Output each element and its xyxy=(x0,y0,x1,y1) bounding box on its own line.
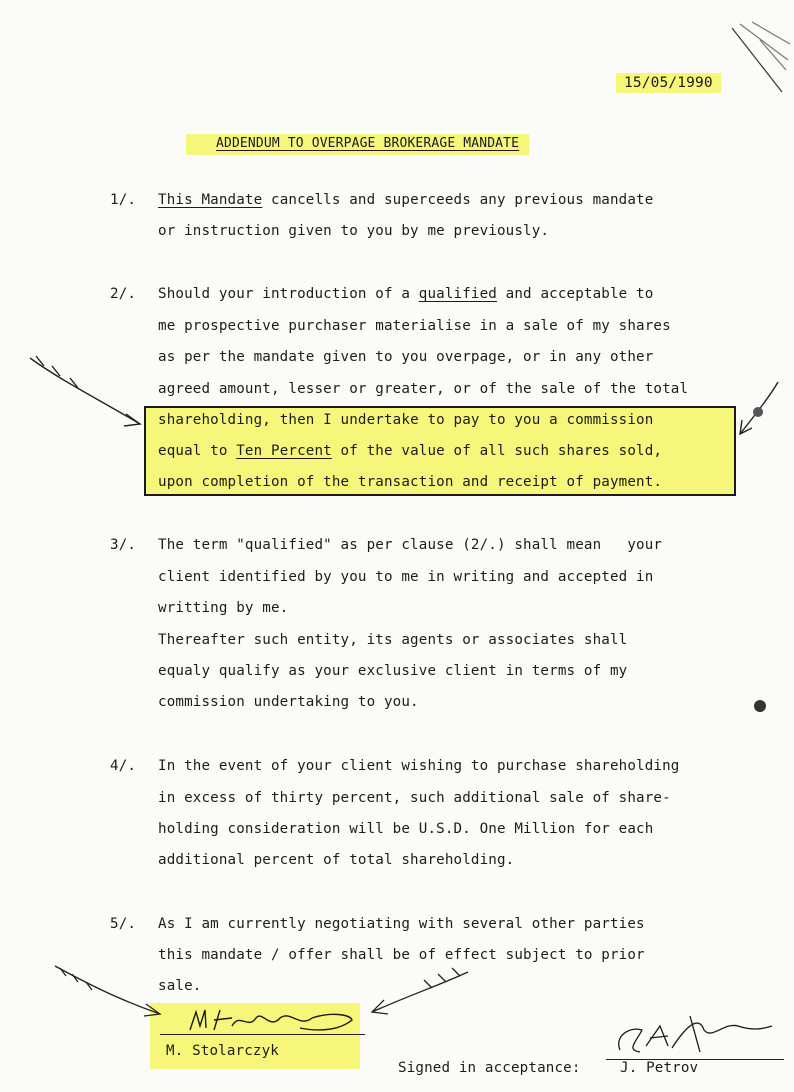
clause-line: upon completion of the transaction and receipt of payment. xyxy=(158,474,663,490)
acceptance-label: Signed in acceptance: xyxy=(398,1060,581,1076)
clause-line: or instruction given to you by me previously. xyxy=(158,223,550,239)
left-arrow-icon xyxy=(30,356,140,426)
clause-line: Thereafter such entity, its agents or associates shall xyxy=(158,632,628,648)
underlined-text: Ten Percent xyxy=(236,443,332,459)
ink-smudge-mark xyxy=(753,407,763,417)
line-text: cancells and superceeds any previous mandate xyxy=(262,192,654,208)
clause-number: 2/. xyxy=(110,286,137,302)
clause-line: As I am currently negotiating with several other parties xyxy=(158,916,645,932)
clause-line: this mandate / offer shall be of effect subject to prior xyxy=(158,947,645,963)
corner-scribble-mark xyxy=(732,22,790,92)
ink-smudge-mark xyxy=(754,700,766,712)
clause-line: In the event of your client wishing to purchase shareholding xyxy=(158,758,680,774)
line-text: of the value of all such shares sold, xyxy=(331,443,663,459)
clause-line: agreed amount, lesser or greater, or of the sale of the total xyxy=(158,381,689,397)
line-text: then I undertake to pay to you a commission xyxy=(271,412,654,428)
document-date: 15/05/1990 xyxy=(616,73,721,93)
clause-number: 4/. xyxy=(110,758,137,774)
clause-number: 3/. xyxy=(110,537,137,553)
clause-number: 1/. xyxy=(110,192,137,208)
clause-line: client identified by you to me in writing and accepted in xyxy=(158,569,654,585)
clause-line: sale. xyxy=(158,978,202,994)
clause-line: The term "qualified" as per clause (2/.) shall mean your xyxy=(158,537,663,553)
underlined-text: This Mandate xyxy=(158,192,263,208)
clause-line: as per the mandate given to you overpage, or in any other xyxy=(158,349,654,365)
clause-number: 5/. xyxy=(110,916,137,932)
clause-line: commission undertaking to you. xyxy=(158,694,419,710)
line-text: shareholding, xyxy=(158,412,271,428)
signature-arrow-left-icon xyxy=(55,966,160,1016)
clause-line: equaly qualify as your exclusive client in terms of my xyxy=(158,663,628,679)
clause-line: writting by me. xyxy=(158,600,289,616)
clause-line: in excess of thirty percent, such additional sale of share- xyxy=(158,790,671,806)
line-text: equal to xyxy=(158,443,237,459)
left-handwritten-signature xyxy=(190,1010,352,1030)
clause-line: me prospective purchaser materialise in a sale of my shares xyxy=(158,318,671,334)
right-signatory-name: J. Petrov xyxy=(620,1060,699,1076)
signature-arrow-right-icon xyxy=(372,968,468,1014)
line-text: and acceptable to xyxy=(496,286,654,302)
left-signatory-name: M. Stolarczyk xyxy=(166,1043,279,1059)
clause-line: holding consideration will be U.S.D. One Million for each xyxy=(158,821,654,837)
clause-line: additional percent of total shareholding. xyxy=(158,852,515,868)
line-text: Should your introduction of a xyxy=(158,286,419,302)
right-handwritten-signature xyxy=(619,1016,772,1052)
title-text: ADDENDUM TO OVERPAGE BROKERAGE MANDATE xyxy=(216,136,520,151)
underlined-text: qualified xyxy=(418,286,497,302)
